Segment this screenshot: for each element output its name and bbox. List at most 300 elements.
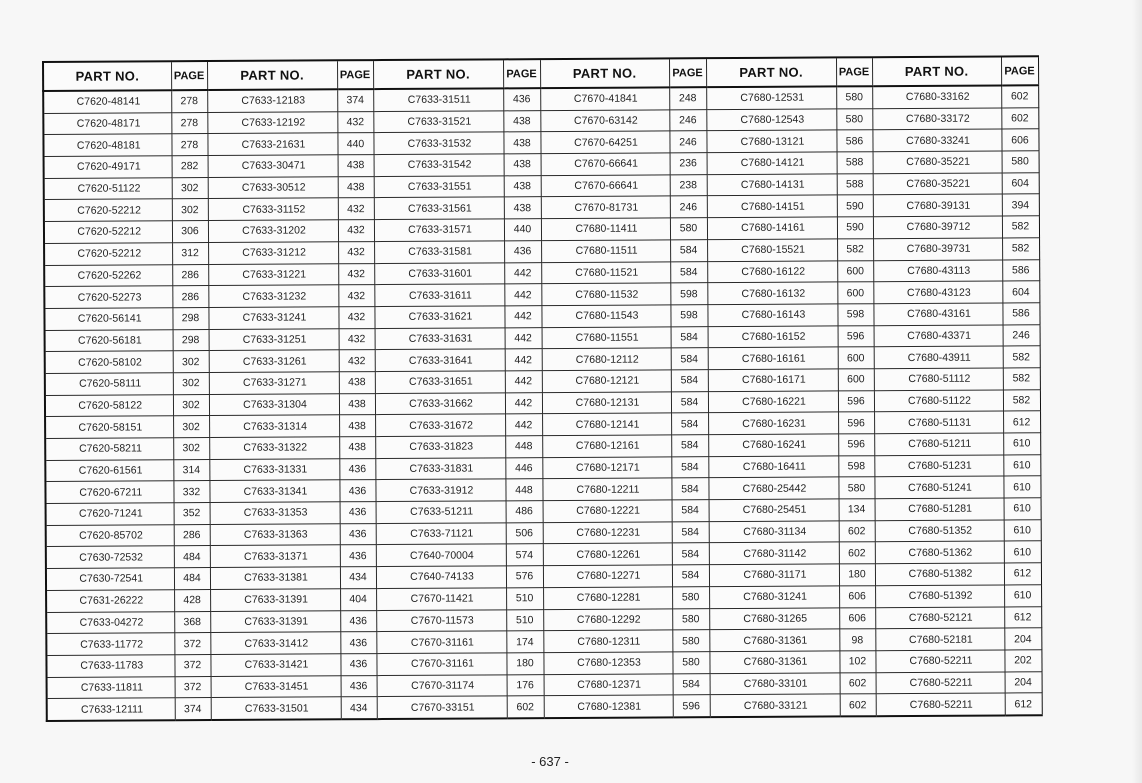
page-cell: 374 (337, 89, 373, 111)
page-cell: 600 (837, 282, 873, 304)
part-number-cell: C7680-25442 (708, 477, 838, 499)
page-cell: 436 (339, 480, 375, 502)
part-number-cell: C7633-31823 (375, 436, 505, 458)
page-cell: 438 (338, 155, 374, 177)
part-number-cell: C7633-31621 (374, 306, 504, 328)
page-cell: 506 (506, 522, 543, 544)
part-number-cell: C7680-43161 (873, 303, 1002, 325)
page-cell: 584 (671, 413, 708, 435)
page-cell: 432 (338, 198, 374, 220)
page-cell: 612 (1005, 693, 1042, 715)
part-number-cell: C7680-16221 (708, 391, 838, 413)
page-cell: 438 (339, 415, 375, 437)
part-number-cell: C7680-14121 (707, 152, 837, 174)
part-number-cell: C7633-51211 (376, 501, 506, 523)
page-cell: 442 (504, 262, 541, 284)
part-number-cell: C7620-85702 (46, 524, 174, 546)
page-cell: 442 (505, 414, 542, 436)
page-cell: 584 (671, 478, 708, 500)
part-number-cell: C7680-52121 (875, 606, 1004, 628)
page-cell: 298 (173, 329, 209, 351)
part-number-cell: C7680-51122 (874, 390, 1003, 412)
page-cell: 436 (340, 523, 376, 545)
page-edge-shadow (1132, 0, 1142, 783)
part-number-cell: C7633-31672 (375, 414, 505, 436)
page-cell: 586 (1002, 259, 1039, 281)
page-cell: 246 (669, 109, 706, 131)
part-number-cell: C7680-51241 (874, 476, 1003, 498)
table-body (43, 85, 1042, 721)
page-cell: 580 (672, 608, 709, 630)
part-number-cell: C7633-12192 (207, 111, 337, 133)
part-number-cell: C7633-31501 (211, 697, 341, 720)
page-cell: 586 (1002, 303, 1039, 325)
part-number-cell: C7670-81731 (541, 196, 670, 218)
page-cell: 600 (838, 369, 874, 391)
part-number-cell: C7680-39131 (873, 194, 1002, 216)
part-number-cell: C7633-31601 (374, 262, 504, 284)
part-number-cell: C7680-33121 (710, 694, 840, 717)
parts-index-table (42, 55, 1042, 722)
part-number-cell: C7680-12141 (542, 413, 671, 435)
part-number-cell: C7620-61561 (45, 459, 173, 481)
page-cell: 606 (839, 586, 875, 608)
page-cell: 236 (670, 153, 707, 175)
part-number-cell: C7633-31412 (210, 632, 340, 654)
part-number-cell: C7620-48141 (43, 90, 171, 113)
part-number-cell: C7680-35221 (873, 173, 1002, 195)
part-number-cell: C7680-16152 (708, 325, 838, 347)
part-number-cell: C7680-13121 (706, 130, 836, 152)
page-cell: 246 (1003, 324, 1040, 346)
page-cell: 612 (1004, 606, 1041, 628)
part-number-cell: C7680-52181 (875, 628, 1004, 650)
page-cell: 314 (173, 459, 209, 481)
part-number-cell: C7680-39712 (873, 216, 1002, 238)
part-number-cell: C7633-31551 (374, 176, 504, 198)
page-cell: 204 (1004, 628, 1041, 650)
part-number-cell: C7620-49171 (44, 156, 172, 178)
part-number-cell: C7620-52262 (44, 264, 172, 286)
page-cell: 510 (506, 587, 543, 609)
part-number-cell: C7633-31511 (373, 88, 503, 111)
page-cell: 436 (340, 545, 376, 567)
part-number-cell: C7630-72532 (46, 546, 174, 568)
page-cell: 574 (506, 544, 543, 566)
page-cell: 596 (673, 695, 710, 717)
part-number-cell: C7680-51382 (875, 563, 1004, 585)
part-number-cell: C7680-12171 (542, 457, 671, 479)
page-cell: 246 (670, 196, 707, 218)
page-cell: 438 (504, 154, 541, 176)
part-number-cell: C7670-33151 (377, 696, 507, 719)
part-number-cell: C7680-16241 (708, 434, 838, 456)
part-number-cell: C7670-11421 (376, 588, 506, 610)
part-number-cell: C7680-51211 (874, 433, 1003, 455)
part-number-cell: C7680-31361 (709, 629, 839, 651)
part-no-column-header: PART NO. (373, 59, 503, 89)
part-number-cell: C7633-31542 (374, 154, 504, 176)
page-cell: 602 (840, 672, 876, 694)
part-number-cell: C7633-31261 (209, 350, 339, 372)
part-number-cell: C7633-04272 (46, 611, 174, 633)
page-cell: 174 (506, 631, 543, 653)
page-cell: 438 (504, 197, 541, 219)
page-cell: 610 (1003, 476, 1040, 498)
page-cell: 286 (172, 286, 208, 308)
part-number-cell: C7670-66641 (541, 153, 670, 175)
page-cell: 580 (672, 630, 709, 652)
page-column-header: PAGE (503, 59, 540, 88)
page-cell: 440 (337, 133, 373, 155)
part-number-cell: C7630-72541 (46, 568, 174, 590)
page-cell: 278 (171, 112, 207, 134)
page-cell: 586 (836, 130, 872, 152)
page-cell: 298 (172, 307, 208, 329)
page-cell: 612 (1004, 563, 1041, 585)
page-cell: 580 (672, 652, 709, 674)
part-number-cell: C7680-51352 (875, 520, 1004, 542)
page-cell: 436 (340, 502, 376, 524)
page-cell: 438 (339, 437, 375, 459)
page-cell: 582 (1003, 346, 1040, 368)
part-number-cell: C7680-12543 (706, 109, 836, 131)
page-cell: 600 (838, 347, 874, 369)
part-number-cell: C7633-31271 (209, 372, 339, 394)
part-number-cell: C7680-12381 (544, 695, 673, 718)
page-cell: 436 (341, 675, 377, 697)
part-number-cell: C7680-12271 (543, 565, 672, 587)
page-cell: 352 (174, 503, 210, 525)
page-cell: 602 (840, 694, 876, 716)
part-number-cell: C7620-67211 (45, 481, 173, 503)
part-number-cell: C7680-51131 (874, 411, 1003, 433)
part-number-cell: C7680-11551 (542, 326, 671, 348)
part-number-cell: C7680-12161 (542, 435, 671, 457)
page-cell: 486 (506, 501, 543, 523)
page-cell: 580 (838, 477, 874, 499)
part-number-cell: C7620-71241 (46, 503, 174, 525)
part-number-cell: C7680-31142 (709, 542, 839, 564)
part-number-cell: C7633-31662 (375, 392, 505, 414)
page-cell: 368 (174, 611, 210, 633)
part-number-cell: C7633-31391 (210, 610, 340, 632)
page-cell: 302 (173, 351, 209, 373)
page-cell: 404 (340, 588, 376, 610)
part-no-column-header: PART NO. (207, 60, 337, 90)
part-number-cell: C7680-12131 (542, 392, 671, 414)
page-cell: 394 (1002, 194, 1039, 216)
page-cell: 602 (839, 520, 875, 542)
part-number-cell: C7633-11783 (46, 655, 174, 677)
part-no-column-header: PART NO. (540, 58, 669, 88)
part-number-cell: C7680-12371 (544, 673, 673, 695)
part-number-cell: C7680-33172 (872, 108, 1001, 130)
part-number-cell: C7633-11772 (46, 633, 174, 655)
part-number-cell: C7680-12353 (543, 652, 672, 674)
page-cell: 436 (340, 632, 376, 654)
page-cell: 576 (506, 566, 543, 588)
page-cell: 442 (504, 306, 541, 328)
page-cell: 278 (171, 90, 207, 112)
page-cell: 302 (172, 199, 208, 221)
part-number-cell: C7680-12281 (543, 587, 672, 609)
part-number-cell: C7633-31221 (208, 263, 338, 285)
part-number-cell: C7680-14151 (707, 195, 837, 217)
part-number-cell: C7633-12111 (47, 698, 175, 721)
page-cell: 238 (670, 174, 707, 196)
page-cell: 584 (671, 348, 708, 370)
page-cell: 590 (837, 217, 873, 239)
page-cell: 204 (1005, 671, 1042, 693)
page-cell: 134 (839, 499, 875, 521)
part-number-cell: C7620-52212 (44, 199, 172, 221)
page-cell: 602 (839, 542, 875, 564)
page-cell: 440 (504, 219, 541, 241)
part-number-cell: C7680-33241 (872, 129, 1001, 151)
page-cell: 484 (174, 568, 210, 590)
page-cell: 604 (1002, 281, 1039, 303)
part-number-cell: C7670-31174 (377, 674, 507, 696)
part-number-cell: C7633-31363 (210, 524, 340, 546)
page-cell: 180 (506, 652, 543, 674)
page-cell: 612 (1003, 411, 1040, 433)
part-number-cell: C7633-31304 (209, 393, 339, 415)
part-number-cell: C7680-12211 (542, 478, 671, 500)
page-cell: 582 (1003, 389, 1040, 411)
part-number-cell: C7620-58151 (45, 416, 173, 438)
page-cell: 302 (173, 372, 209, 394)
page-cell: 432 (337, 111, 373, 133)
page-cell: 584 (670, 261, 707, 283)
part-number-cell: C7620-58111 (45, 373, 173, 395)
part-number-cell: C7670-31161 (376, 653, 506, 675)
part-number-cell: C7680-11543 (541, 305, 670, 327)
page-cell: 606 (1001, 129, 1038, 151)
page-cell: 438 (338, 176, 374, 198)
page-cell: 286 (172, 264, 208, 286)
page-cell: 432 (338, 263, 374, 285)
page-column-header: PAGE (1001, 56, 1038, 85)
part-number-cell: C7633-31381 (210, 567, 340, 589)
part-number-cell: C7680-11511 (541, 240, 670, 262)
part-number-cell: C7633-31251 (209, 328, 339, 350)
page-cell: 610 (1004, 541, 1041, 563)
page-cell: 610 (1004, 585, 1041, 607)
table-row (47, 693, 1042, 721)
page-cell: 282 (172, 156, 208, 178)
page-cell: 442 (505, 392, 542, 414)
page-cell: 434 (340, 567, 376, 589)
part-number-cell: C7633-31651 (375, 371, 505, 393)
page-cell: 438 (503, 132, 540, 154)
page-cell: 436 (340, 653, 376, 675)
part-number-cell: C7670-31161 (376, 631, 506, 653)
page-cell: 584 (671, 456, 708, 478)
page-cell: 278 (171, 134, 207, 156)
page-column-header: PAGE (337, 60, 373, 89)
part-number-cell: C7620-52212 (44, 243, 172, 265)
part-number-cell: C7633-31353 (210, 502, 340, 524)
part-number-cell: C7633-31152 (208, 198, 338, 220)
page-cell: 584 (671, 435, 708, 457)
part-number-cell: C7631-26222 (46, 590, 174, 612)
page-cell: 374 (175, 698, 211, 720)
part-number-cell: C7633-31371 (210, 545, 340, 567)
page-cell: 606 (839, 607, 875, 629)
page-cell: 584 (672, 500, 709, 522)
page-cell: 428 (174, 589, 210, 611)
part-number-cell: C7680-31171 (709, 564, 839, 586)
part-number-cell: C7633-31241 (208, 307, 338, 329)
page-cell: 446 (505, 457, 542, 479)
part-number-cell: C7633-31212 (208, 242, 338, 264)
part-number-cell: C7680-39731 (873, 238, 1002, 260)
part-number-cell: C7680-16143 (707, 304, 837, 326)
page-cell: 596 (838, 434, 874, 456)
part-number-cell: C7680-51231 (874, 455, 1003, 477)
page-cell: 436 (339, 458, 375, 480)
part-number-cell: C7680-52211 (876, 693, 1005, 716)
page-cell: 596 (838, 390, 874, 412)
part-number-cell: C7680-11521 (541, 261, 670, 283)
page-cell: 302 (173, 394, 209, 416)
page-cell: 442 (505, 349, 542, 371)
page-cell: 610 (1004, 520, 1041, 542)
part-number-cell: C7633-31641 (375, 349, 505, 371)
part-number-cell: C7633-31631 (375, 327, 505, 349)
part-number-cell: C7633-31532 (373, 132, 503, 154)
part-number-cell: C7633-31561 (374, 197, 504, 219)
page-cell: 582 (1003, 368, 1040, 390)
page-cell: 442 (504, 284, 541, 306)
part-number-cell: C7680-51362 (875, 541, 1004, 563)
part-number-cell: C7633-31912 (375, 479, 505, 501)
page-cell: 602 (1001, 85, 1038, 107)
part-number-cell: C7680-14161 (707, 217, 837, 239)
part-number-cell: C7680-11411 (541, 218, 670, 240)
page-cell: 432 (338, 241, 374, 263)
page-cell: 448 (505, 436, 542, 458)
page-cell: 580 (672, 586, 709, 608)
part-number-cell: C7633-30471 (208, 155, 338, 177)
page-cell: 600 (837, 260, 873, 282)
part-number-cell: C7633-21631 (207, 133, 337, 155)
page-cell: 598 (670, 305, 707, 327)
page-cell: 442 (505, 327, 542, 349)
page-cell: 584 (672, 565, 709, 587)
page-cell: 432 (338, 220, 374, 242)
page-cell: 372 (175, 676, 211, 698)
part-number-cell: C7620-48171 (43, 112, 171, 134)
page-cell: 448 (505, 479, 542, 501)
part-number-cell: C7633-12183 (207, 89, 337, 112)
part-number-cell: C7680-43113 (873, 259, 1002, 281)
page-cell: 584 (671, 370, 708, 392)
page-cell: 610 (1004, 498, 1041, 520)
part-number-cell: C7680-16411 (708, 456, 838, 478)
page-cell: 432 (338, 285, 374, 307)
part-no-column-header: PART NO. (872, 56, 1001, 86)
page-cell: 610 (1003, 454, 1040, 476)
part-number-cell: C7620-58211 (45, 438, 173, 460)
page-cell: 432 (338, 306, 374, 328)
page-cell: 302 (172, 177, 208, 199)
part-number-cell: C7680-12112 (542, 348, 671, 370)
part-number-cell: C7680-52211 (876, 672, 1005, 694)
part-no-column-header: PART NO. (43, 61, 171, 91)
page-cell: 436 (503, 88, 540, 110)
page-cell: 584 (670, 239, 707, 261)
page-cell: 286 (174, 524, 210, 546)
part-number-cell: C7633-31581 (374, 241, 504, 263)
page-cell: 584 (671, 391, 708, 413)
part-number-cell: C7620-58122 (45, 394, 173, 416)
part-number-cell: C7680-52211 (875, 650, 1004, 672)
page-cell: 312 (172, 242, 208, 264)
page-cell: 302 (173, 416, 209, 438)
part-number-cell: C7633-31391 (210, 589, 340, 611)
part-number-cell: C7680-43371 (874, 325, 1003, 347)
part-number-cell: C7633-71121 (376, 523, 506, 545)
part-number-cell: C7680-12261 (543, 543, 672, 565)
page-cell: 590 (837, 195, 873, 217)
part-number-cell: C7670-41841 (540, 87, 669, 110)
part-number-cell: C7680-14131 (707, 174, 837, 196)
part-number-cell: C7680-16161 (708, 347, 838, 369)
page-cell: 598 (838, 455, 874, 477)
page-cell: 246 (669, 131, 706, 153)
part-number-cell: C7633-31331 (209, 458, 339, 480)
part-number-cell: C7680-51392 (875, 585, 1004, 607)
page-cell: 202 (1004, 650, 1041, 672)
part-number-cell: C7680-12531 (706, 86, 836, 109)
page-cell: 610 (1003, 433, 1040, 455)
part-number-cell: C7680-12231 (543, 522, 672, 544)
part-number-cell: C7633-31571 (374, 219, 504, 241)
page-cell: 180 (839, 564, 875, 586)
page-cell: 302 (173, 438, 209, 460)
page-cell: 438 (503, 110, 540, 132)
part-no-column-header: PART NO. (706, 57, 836, 87)
part-number-cell: C7680-12311 (543, 630, 672, 652)
part-number-cell: C7633-31314 (209, 415, 339, 437)
page-cell: 306 (172, 221, 208, 243)
part-number-cell: C7680-43123 (873, 281, 1002, 303)
page-cell: 584 (672, 521, 709, 543)
page-column-header: PAGE (669, 58, 706, 87)
page-cell: 582 (837, 239, 873, 261)
page-column-header: PAGE (836, 57, 872, 86)
page-cell: 176 (507, 674, 544, 696)
page-cell: 438 (504, 175, 541, 197)
part-number-cell: C7680-51281 (875, 498, 1004, 520)
part-number-cell: C7670-63142 (540, 110, 669, 132)
part-number-cell: C7640-70004 (376, 544, 506, 566)
part-number-cell: C7633-11811 (47, 676, 175, 698)
part-number-cell: C7680-12221 (543, 500, 672, 522)
part-number-cell: C7680-31361 (709, 651, 839, 673)
part-number-cell: C7680-12292 (543, 608, 672, 630)
part-number-cell: C7680-16231 (708, 412, 838, 434)
part-number-cell: C7680-33162 (872, 85, 1001, 108)
part-number-cell: C7620-56141 (44, 308, 172, 330)
part-number-cell: C7633-30512 (208, 177, 338, 199)
page-cell: 582 (1002, 216, 1039, 238)
part-number-cell: C7633-31521 (373, 111, 503, 133)
page-cell: 432 (339, 350, 375, 372)
page-cell: 596 (838, 412, 874, 434)
